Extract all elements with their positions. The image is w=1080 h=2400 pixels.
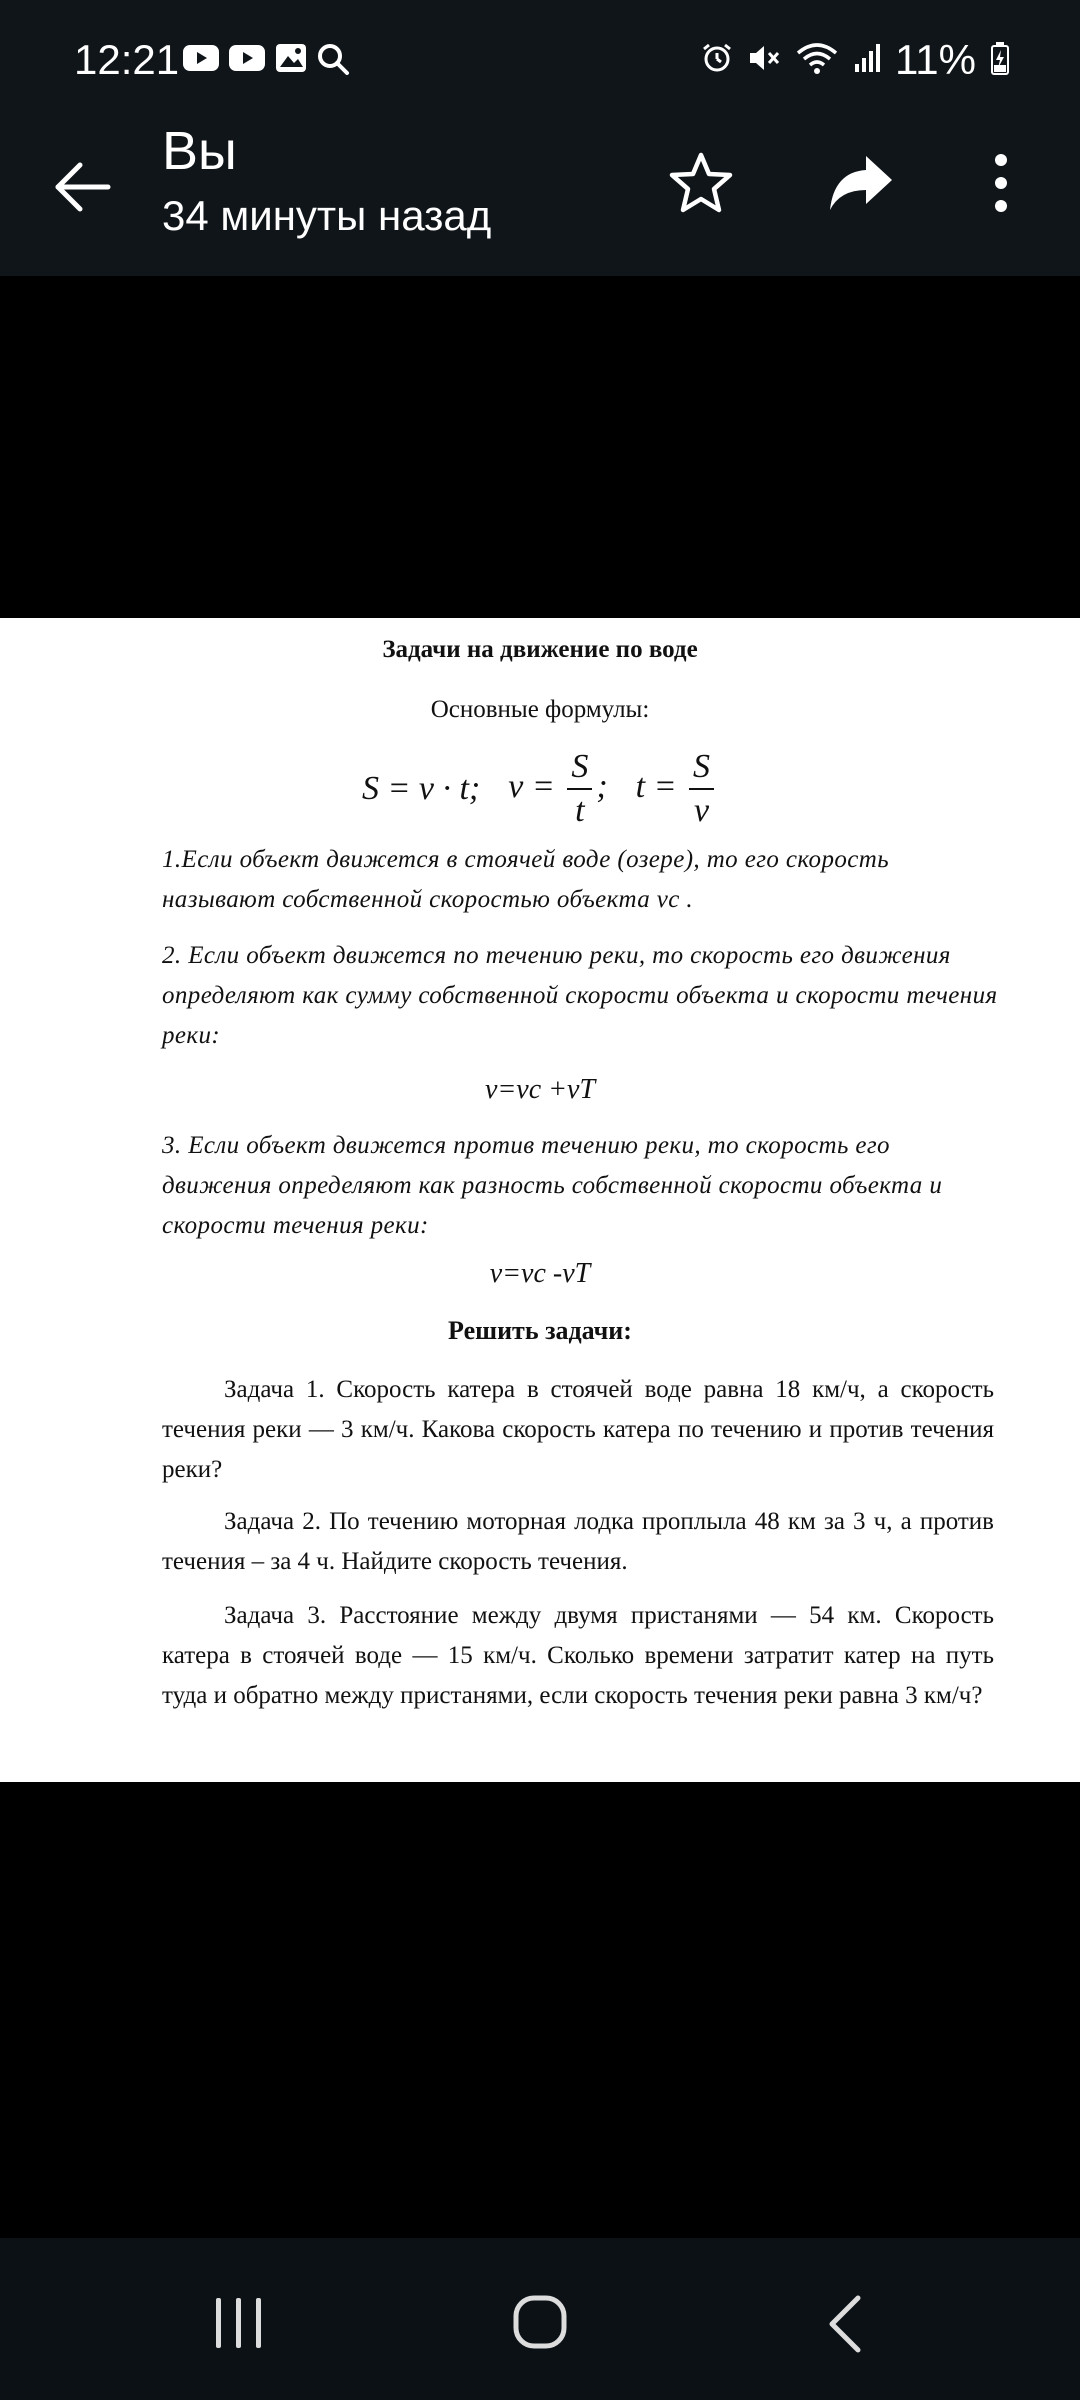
formula-upstream: v=vc -vT <box>489 1258 591 1289</box>
more-icon[interactable] <box>988 150 1014 216</box>
status-time: 12:21 <box>74 36 180 83</box>
battery-level: 11% <box>895 36 976 83</box>
rule-3: 3. Если объект движется против течению реки, то скорость его движения определяют как разность собственной скорости объекта и скорости течения реки: <box>162 1132 943 1239</box>
app-bar <box>0 120 1080 276</box>
doc-subtitle: Основные формулы: <box>430 696 650 723</box>
youtube-icon <box>182 42 220 81</box>
youtube-icon <box>228 42 266 81</box>
formula-separator: ; <box>596 767 608 805</box>
battery-charging-icon <box>990 41 1010 80</box>
formula-time-lhs: t = <box>635 767 677 805</box>
task-2: Задача 2. По течению моторная лодка проплыла 48 км за 3 ч, а против течения – за 4 ч. Найдите скорость течения. <box>162 1508 994 1575</box>
task-1: Задача 1. Скорость катера в стоячей воде равна 18 км/ч, а скорость течения реки — 3 км/ч. Какова скорость катера по течению и против течения реки? <box>162 1376 994 1483</box>
signal-icon <box>853 42 881 79</box>
gallery-icon <box>274 42 308 81</box>
sender-name: Вы <box>162 121 237 181</box>
rule-1: 1.Если объект движется в стоячей воде (озере), то его скорость называют собственной скоростью объекта vc . <box>162 846 889 913</box>
formulas <box>0 744 1080 834</box>
system-icons <box>701 36 1010 84</box>
fraction <box>567 750 592 828</box>
formula-time <box>636 750 718 828</box>
fraction <box>689 750 714 828</box>
doc-title: Задачи на движение по воде <box>382 636 698 663</box>
section-heading: Решить задачи: <box>448 1316 632 1345</box>
recents-icon[interactable] <box>212 2298 266 2348</box>
fraction-denominator: t <box>575 792 585 829</box>
task-3: Задача 3. Расстояние между двумя пристанями — 54 км. Скорость катера в стоячей воде — 15 км/ч. Сколько времени затратит катер на путь туда и обратно между пристанями, если скорость течения реки равна 3 км/ч? <box>162 1602 994 1709</box>
back-icon[interactable] <box>50 155 114 219</box>
mute-icon <box>747 42 781 79</box>
back-icon[interactable] <box>824 2294 864 2354</box>
notification-icons <box>182 42 350 81</box>
home-icon[interactable] <box>512 2294 568 2350</box>
search-icon <box>316 42 350 81</box>
wifi-icon <box>795 41 839 80</box>
message-photo[interactable] <box>0 618 1080 1782</box>
fraction-numerator: S <box>689 750 714 790</box>
alarm-icon <box>701 42 733 79</box>
fraction-denominator: v <box>693 792 710 829</box>
navigation-bar <box>0 2238 1080 2400</box>
share-icon[interactable] <box>826 150 896 216</box>
formula-speed-lhs: v = <box>508 767 555 805</box>
rule-2: 2. Если объект движется по течению реки, то скорость его движения определяют как сумму собственной скорости объекта и скорости течения реки: <box>162 942 998 1049</box>
star-icon[interactable] <box>668 150 734 216</box>
fraction-numerator: S <box>567 750 592 790</box>
sent-time: 34 минуты назад <box>162 192 492 239</box>
formula-speed <box>508 750 607 828</box>
status-bar <box>0 0 1080 120</box>
formula-downstream: v=vc +vT <box>484 1074 596 1105</box>
formula-distance: S = v · t; <box>361 770 481 807</box>
